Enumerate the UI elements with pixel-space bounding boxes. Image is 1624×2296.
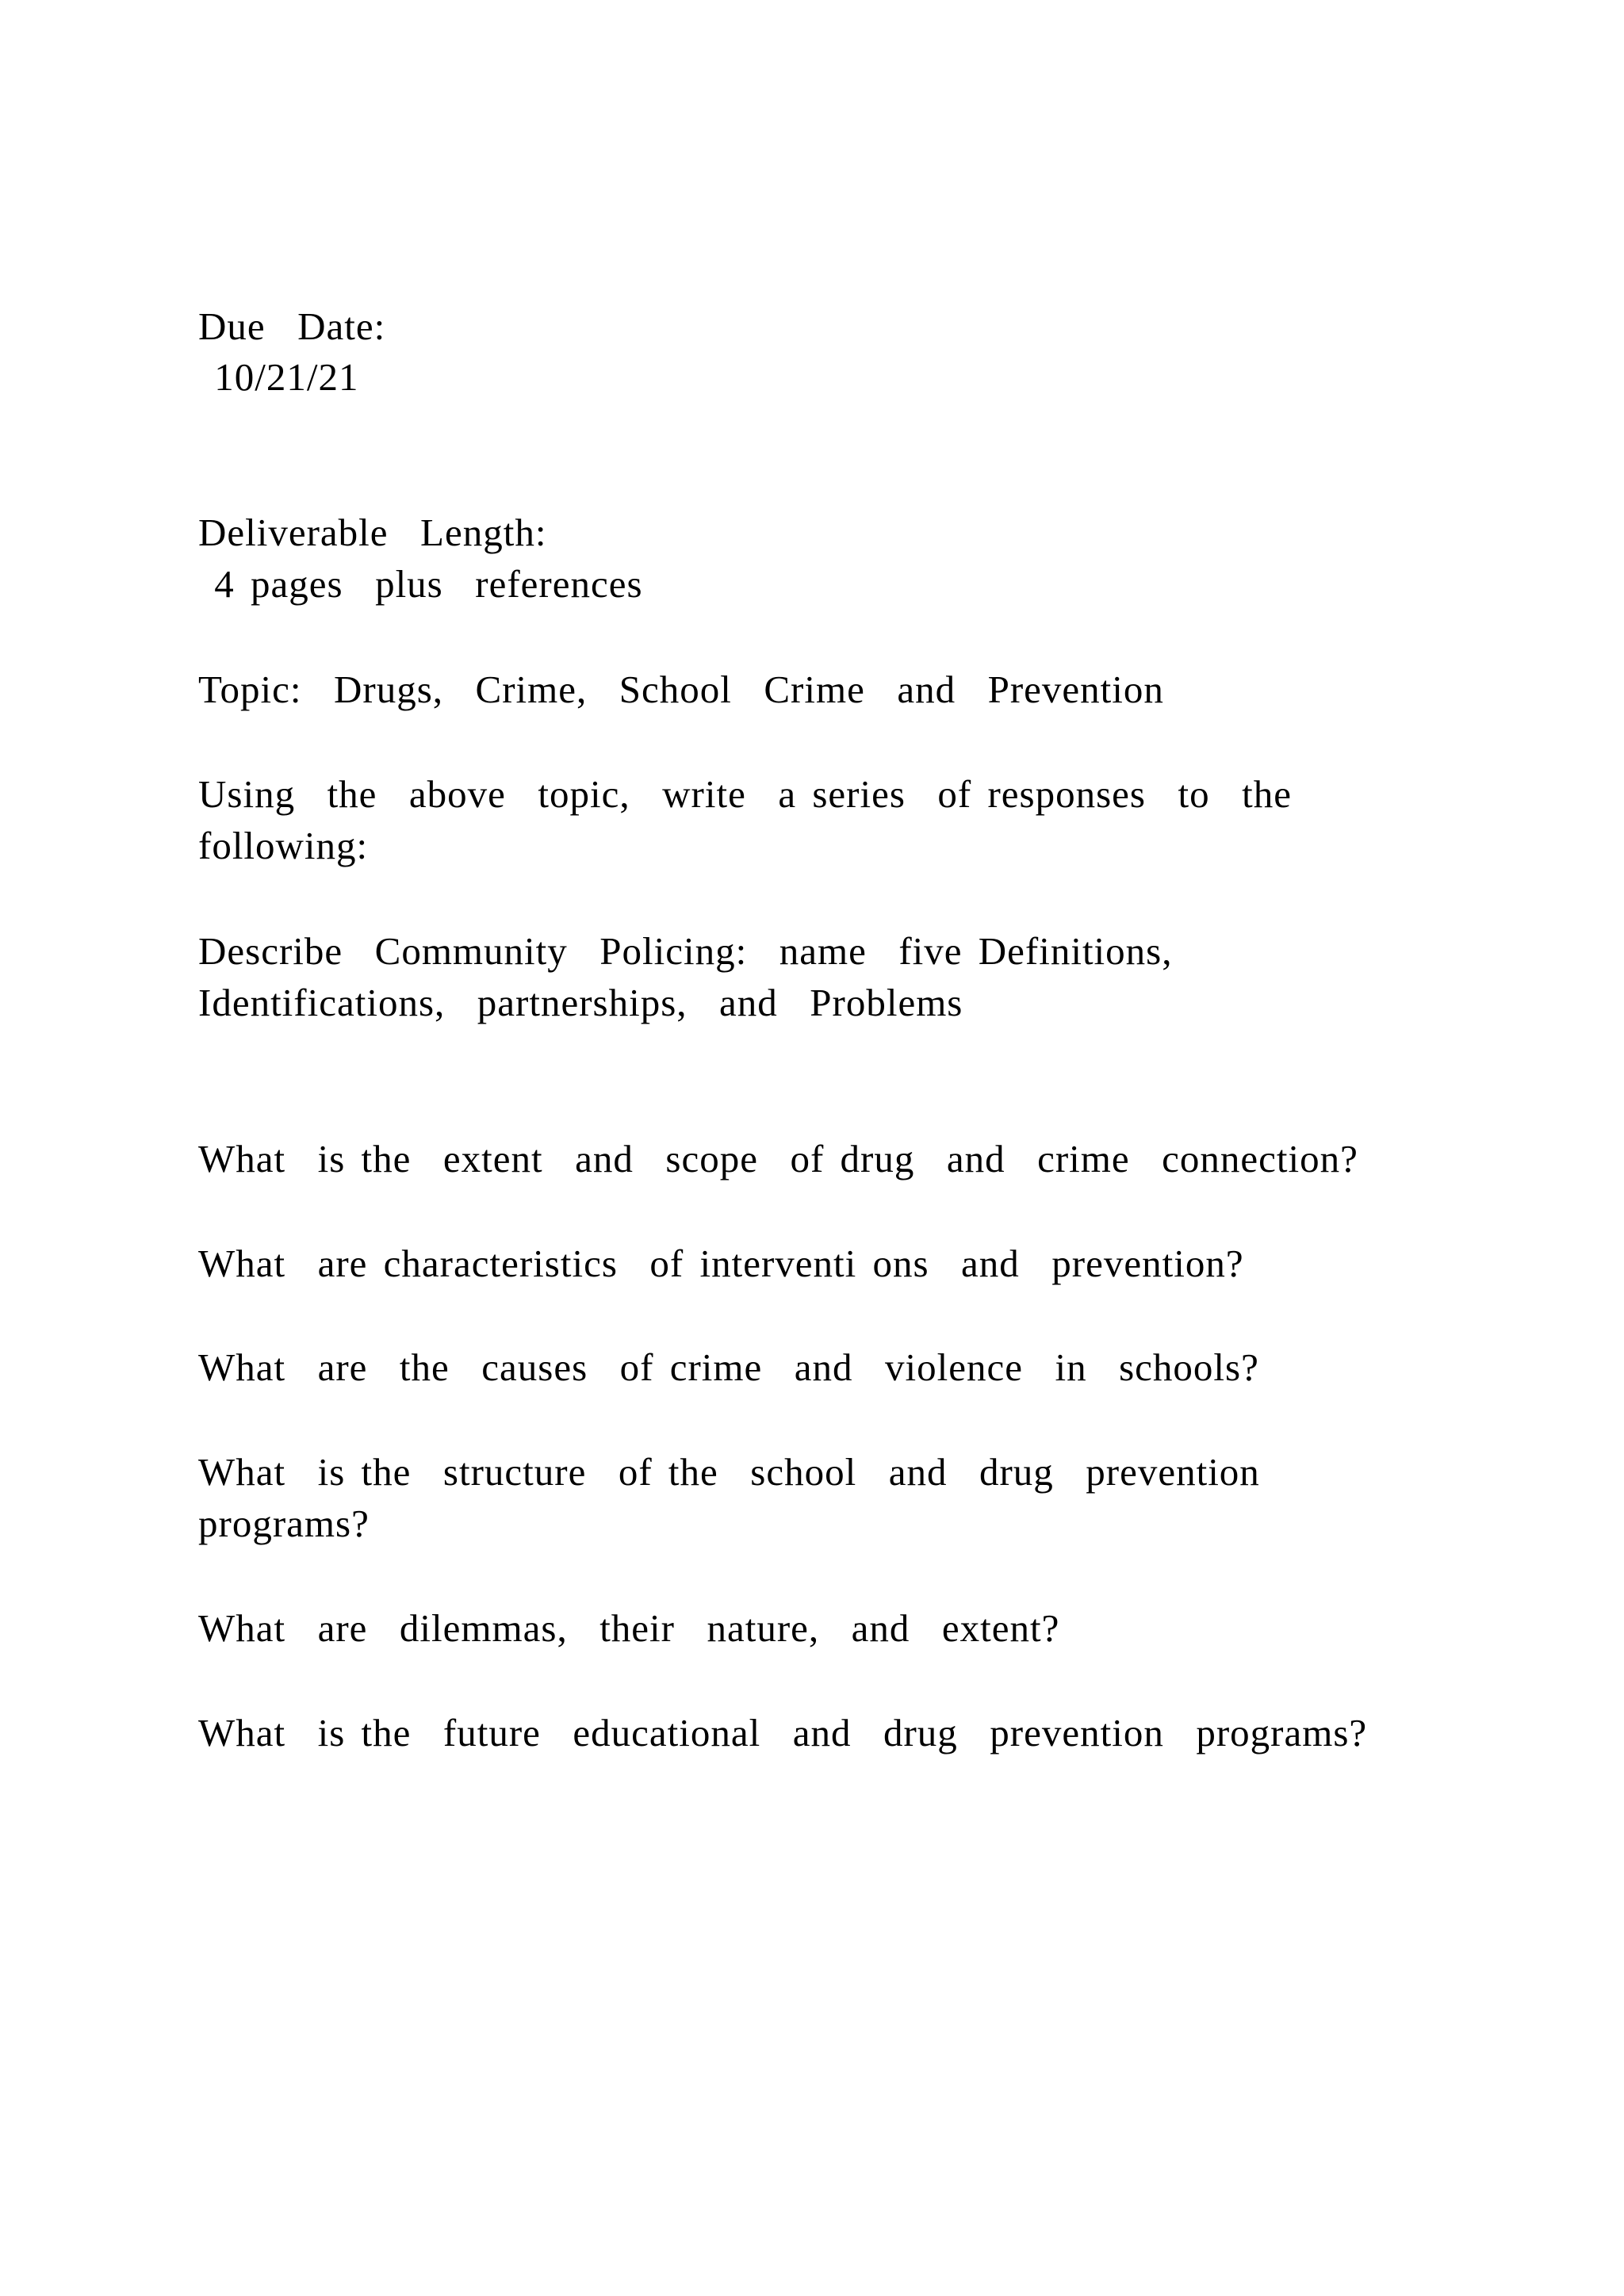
deliverable-length-value: 4 pages plus references	[198, 562, 643, 606]
due-date-label: Due Date:	[198, 304, 386, 348]
question-program-structure-line-2: programs?	[198, 1502, 370, 1545]
question-school-violence-causes: What are the causes of crime and violence in schools?	[198, 1345, 1259, 1389]
question-dilemmas: What are dilemmas, their nature, and extent?	[198, 1606, 1060, 1650]
deliverable-length-label: Deliverable Length:	[198, 511, 547, 554]
community-policing-line-1: Describe Community Policing: name five Definitions,	[198, 929, 1173, 973]
community-policing-line-2: Identifications, partnerships, and Problems	[198, 981, 963, 1024]
instructions-line-2: following:	[198, 824, 369, 867]
question-interventions: What are characteristics of interventi ons and prevention?	[198, 1242, 1244, 1285]
due-date-value: 10/21/21	[198, 355, 359, 399]
question-program-structure-line-1: What is the structure of the school and drug prevention	[198, 1450, 1260, 1494]
topic-line: Topic: Drugs, Crime, School Crime and Prevention	[198, 668, 1164, 711]
instructions-line-1: Using the above topic, write a series of responses to the	[198, 772, 1292, 816]
question-drug-crime-connection: What is the extent and scope of drug and crime connection?	[198, 1137, 1358, 1181]
question-future-programs: What is the future educational and drug prevention programs?	[198, 1711, 1368, 1755]
